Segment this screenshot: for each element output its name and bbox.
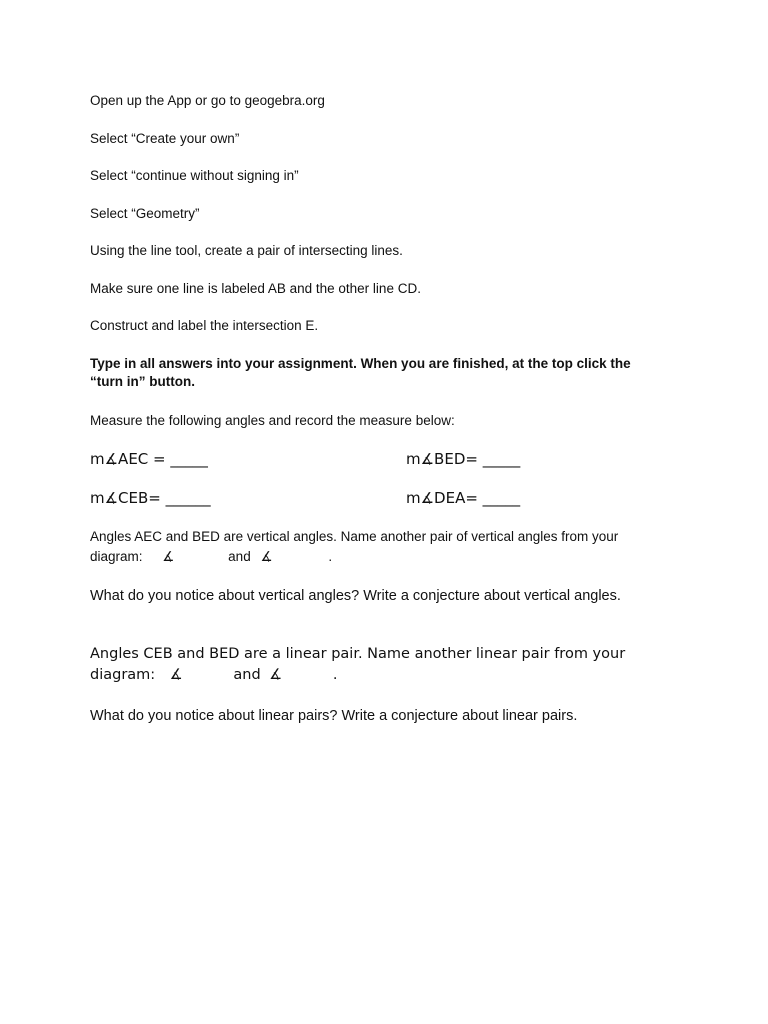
vertical-diagram-label: diagram: — [90, 549, 143, 564]
bold-note-line1: Type in all answers into your assignment. When you are finished, at the top click the — [90, 356, 631, 371]
vertical-period: . — [328, 549, 333, 564]
vertical-angles-question: What do you notice about vertical angles? Write a conjecture about vertical angles. — [90, 588, 621, 604]
angle-symbol: ∡ — [260, 549, 273, 565]
linear-pair-text-line2 — [90, 665, 338, 685]
instruction-select-geometry: Select “Geometry” — [90, 206, 200, 221]
instruction-label-intersection: Construct and label the intersection E. — [90, 318, 319, 333]
instruction-continue-without-signing-in: Select “continue without signing in” — [90, 168, 299, 183]
linear-pair-text-line1: Angles CEB and BED are a linear pair. Name another linear pair from your — [90, 646, 626, 662]
measure-bed: m∡BED= _____ — [406, 450, 521, 468]
linear-pairs-question: What do you notice about linear pairs? Write a conjecture about linear pairs. — [90, 708, 578, 724]
angle-symbol: ∡ — [269, 667, 283, 683]
instruction-create-your-own: Select “Create your own” — [90, 131, 240, 146]
vertical-and-word: and — [228, 549, 251, 564]
measure-dea: m∡DEA= _____ — [406, 489, 521, 507]
bold-note-line2: “turn in” button. — [90, 374, 195, 389]
instruction-line-tool: Using the line tool, create a pair of intersecting lines. — [90, 243, 403, 258]
linear-and-word: and — [233, 667, 261, 683]
linear-diagram-label: diagram: — [90, 667, 156, 683]
measure-aec: m∡AEC = _____ — [90, 450, 208, 468]
instruction-label-lines: Make sure one line is labeled AB and the other line CD. — [90, 281, 421, 296]
vertical-angles-text-line2 — [90, 548, 332, 566]
linear-period: . — [332, 667, 338, 683]
angle-symbol: ∡ — [162, 549, 175, 565]
vertical-angles-text-line1: Angles AEC and BED are vertical angles. Name another pair of vertical angles from your — [90, 529, 619, 544]
measure-ceb: m∡CEB= ______ — [90, 489, 211, 507]
measure-prompt: Measure the following angles and record the measure below: — [90, 413, 455, 428]
instruction-open-app: Open up the App or go to geogebra.org — [90, 93, 325, 108]
angle-symbol: ∡ — [169, 667, 183, 683]
